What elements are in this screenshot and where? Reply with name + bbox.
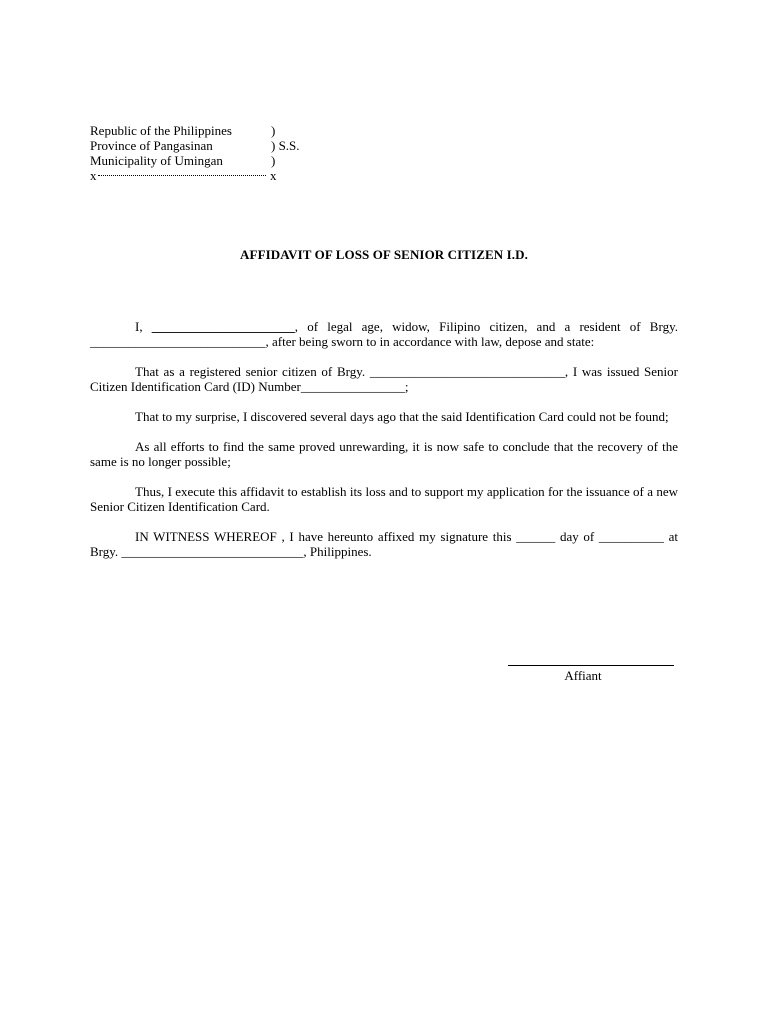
p2-text: That as a registered senior citizen of Brgy. ______________________________, I was issued Senior Citizen Identification Card (ID) Number________________; (90, 364, 678, 394)
x-mark-right: x (270, 168, 277, 183)
venue-ss: ) S.S. (271, 138, 300, 153)
venue-row-municipality (90, 153, 290, 168)
paragraph-purpose (90, 484, 678, 514)
venue-x-separator (90, 168, 290, 183)
affiant-label: Affiant (564, 668, 602, 683)
p4-text: As all efforts to find the same proved unrewarding, it is now safe to conclude that the recovery of the same is no longer possible; (90, 439, 678, 469)
name-blank: ______________________ (151, 319, 295, 334)
x-mark-left: x (90, 168, 97, 183)
p1-intro: I, (135, 319, 152, 334)
venue-municipality: Municipality of Umingan (90, 153, 223, 168)
paragraph-discovery (90, 409, 678, 424)
p3-text: That to my surprise, I discovered several days ago that the said Identification Card could not be found; (135, 409, 669, 424)
venue-paren: ) (271, 153, 276, 168)
venue-paren: ) (271, 123, 276, 138)
paragraph-efforts (90, 439, 678, 469)
venue-row-province (90, 138, 300, 153)
paragraph-identity (90, 319, 678, 349)
venue-province: Province of Pangasinan (90, 138, 213, 153)
dotted-separator (98, 175, 266, 176)
affidavit-body (90, 319, 678, 574)
document-title: AFFIDAVIT OF LOSS OF SENIOR CITIZEN I.D. (240, 247, 528, 262)
p1-rest: , of legal age, widow, Filipino citizen, and a resident of Brgy. ___________________________, after being sworn to in accordance with law, depose and state: (90, 319, 678, 349)
venue-row-republic (90, 123, 290, 138)
paragraph-witness (90, 529, 678, 559)
signature-line (508, 665, 674, 666)
p6-text: IN WITNESS WHEREOF , I have hereunto affixed my signature this ______ day of __________ at Brgy. ____________________________, Philippines. (90, 529, 678, 559)
paragraph-registration (90, 364, 678, 394)
p5-text: Thus, I execute this affidavit to establish its loss and to support my application for the issuance of a new Senior Citizen Identification Card. (90, 484, 678, 514)
venue-republic: Republic of the Philippines (90, 123, 232, 138)
venue-block (90, 123, 300, 183)
